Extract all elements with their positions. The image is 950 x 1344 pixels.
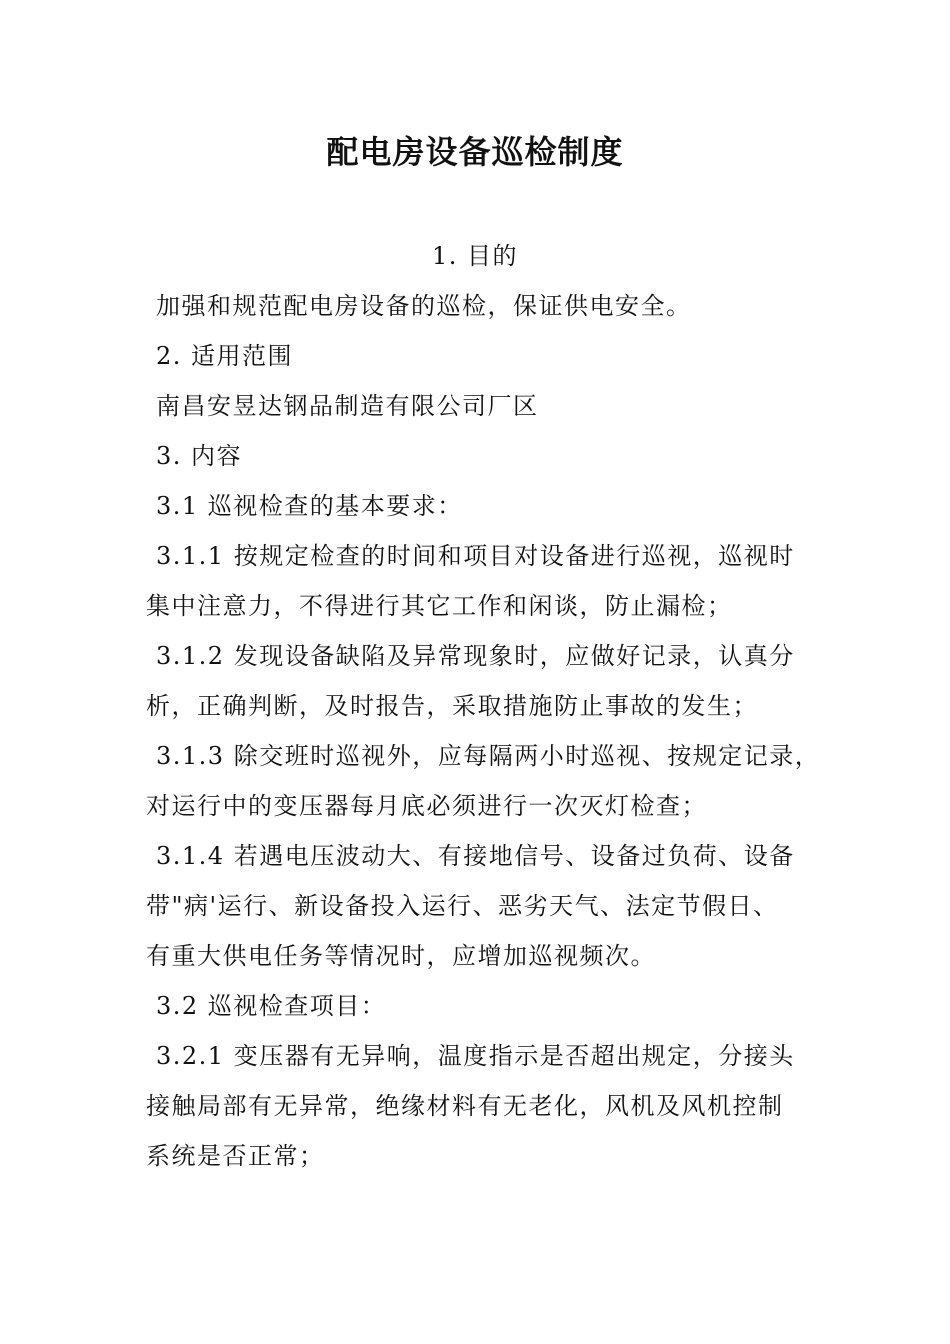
section-heading-scope: 2. 适用范围 <box>156 342 294 370</box>
paragraph-line: 3.1.2 发现设备缺陷及异常现象时，应做好记录，认真分 <box>156 642 795 670</box>
paragraph-line: 南昌安昱达钢品制造有限公司厂区 <box>156 392 539 420</box>
paragraph-line: 有重大供电任务等情况时，应增加巡视频次。 <box>146 942 656 970</box>
subsection-heading: 3.2 巡视检查项目： <box>156 992 387 1020</box>
paragraph-line: 接触局部有无异常，绝缘材料有无老化，风机及风机控制 <box>146 1092 784 1120</box>
paragraph-line: 带"病'运行、新设备投入运行、恶劣天气、法定节假日、 <box>146 892 779 920</box>
paragraph-line: 系统是否正常； <box>146 1142 325 1170</box>
document-title: 配电房设备巡检制度 <box>326 133 624 171</box>
subsection-heading: 3.1 巡视检查的基本要求： <box>156 492 463 520</box>
paragraph-line: 3.1.4 若遇电压波动大、有接地信号、设备过负荷、设备 <box>156 842 795 870</box>
paragraph-line: 加强和规范配电房设备的巡检，保证供电安全。 <box>156 292 692 320</box>
paragraph-line: 3.1.3 除交班时巡视外，应每隔两小时巡视、按规定记录， <box>156 742 821 770</box>
paragraph-line: 析，正确判断，及时报告，采取措施防止事故的发生； <box>146 692 758 720</box>
section-heading-content: 3. 内容 <box>156 442 243 470</box>
paragraph-line: 对运行中的变压器每月底必须进行一次灭灯检查； <box>146 792 707 820</box>
paragraph-line: 3.2.1 变压器有无异响，温度指示是否超出规定，分接头 <box>156 1042 795 1070</box>
paragraph-line: 3.1.1 按规定检查的时间和项目对设备进行巡视，巡视时 <box>156 542 795 570</box>
section-heading-purpose: 1. 目的 <box>431 242 519 270</box>
paragraph-line: 集中注意力，不得进行其它工作和闲谈，防止漏检； <box>146 592 733 620</box>
